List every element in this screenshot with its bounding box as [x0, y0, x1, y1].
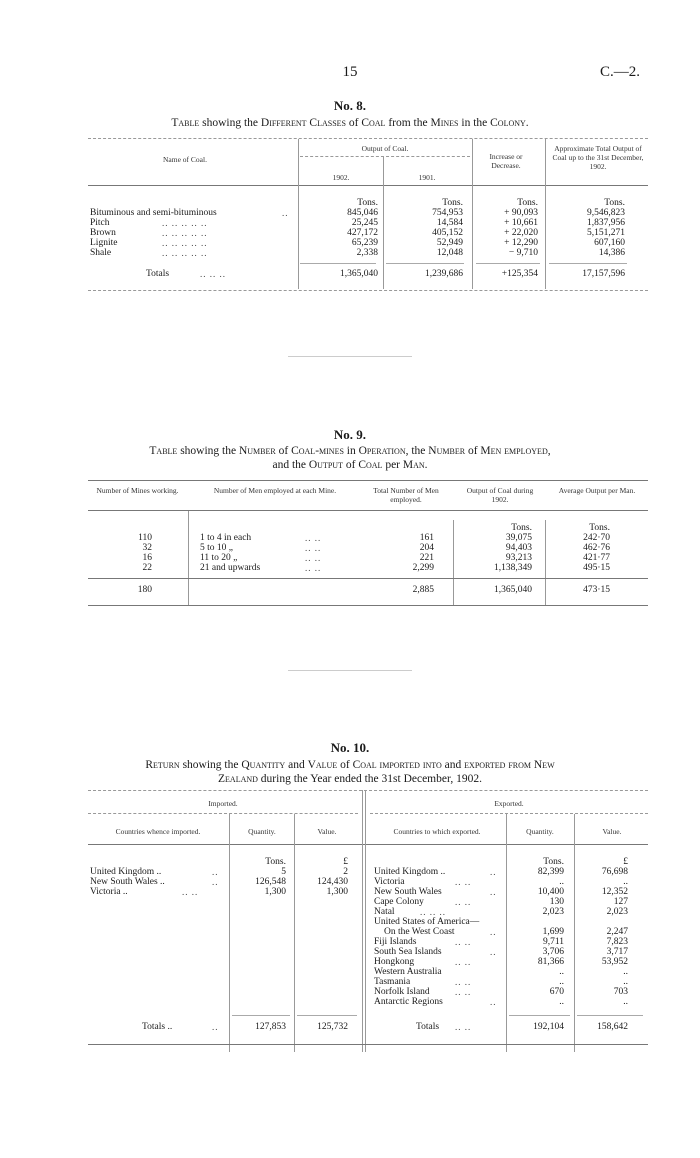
table10-imp-val: 124,430 — [317, 877, 348, 887]
table10-exp-val: 3,717 — [606, 947, 628, 957]
table10-imp-qty: 1,300 — [264, 887, 286, 897]
table10-imp-total-val: 125,732 — [317, 1022, 348, 1032]
table9-cell-output: 93,213 — [505, 553, 532, 563]
table10-exp-val: 127 — [613, 897, 628, 907]
table10-imp-qty: 126,548 — [255, 877, 286, 887]
leader-dots: .. .. — [305, 563, 322, 573]
table10-exp-country: United Kingdom .. — [374, 867, 446, 877]
table8-cell-1902: 65,239 — [351, 238, 378, 248]
table10-top-rule — [88, 790, 648, 791]
table10-exp-qty: 81,366 — [537, 957, 564, 967]
table9-title-part: , the — [405, 445, 429, 457]
leader-dots: .. .. .. .. .. — [162, 248, 208, 258]
table8-title-part: of — [345, 117, 362, 129]
table9-title-part: in — [343, 445, 359, 457]
leader-dots: .. — [490, 927, 497, 937]
table9-cell-output: 1,138,349 — [494, 563, 532, 573]
table10-col-rule — [365, 790, 366, 1052]
table8-title — [40, 116, 660, 130]
table10-exp-val: 703 — [613, 987, 628, 997]
leader-dots: .. .. — [455, 977, 472, 987]
table8-total-change: +125,354 — [501, 269, 538, 279]
table9-title-part: showing the — [177, 445, 239, 457]
leader-dots: .. .. .. — [420, 907, 446, 917]
table10-imp-qty: 5 — [281, 867, 286, 877]
table9-title-part: Output — [308, 459, 343, 471]
table10-imp-val: 1,300 — [326, 887, 348, 897]
table10-exp-unit-val: £ — [623, 857, 628, 867]
table9-unit: Tons. — [589, 523, 610, 533]
table9-title-line — [40, 458, 660, 472]
leader-dots: .. — [490, 947, 497, 957]
table8-title-part: Colony — [490, 117, 526, 129]
table10-exp-country: Norfolk Island — [374, 987, 430, 997]
table10-title-part: showing the — [179, 759, 242, 771]
table10-col-rule — [506, 814, 507, 1052]
leader-dots: .. .. — [455, 897, 472, 907]
table10-exp-val: 76,698 — [601, 867, 628, 877]
table10-head-rule — [88, 844, 648, 845]
table10-imp-country: New South Wales .. — [90, 877, 165, 887]
table10-imp-col-country: Countries whence imported. — [115, 827, 201, 836]
table8-title-part: from the — [385, 117, 431, 129]
table8-cell-name: Pitch — [90, 218, 110, 228]
table8-head-1901: 1901. — [418, 173, 436, 182]
table9-cell-range: 21 and upwards — [200, 563, 261, 573]
table10-title-part: and — [441, 759, 465, 771]
table9-cell-mines: 110 — [138, 533, 152, 543]
table9-cell-men: 2,299 — [412, 563, 434, 573]
table9-cell-range: 1 to 4 in each — [200, 533, 252, 543]
leader-dots: .. — [212, 877, 219, 887]
table10-exp-country: Fiji Islands — [374, 937, 417, 947]
leader-dots: .. .. — [455, 937, 472, 947]
table9-total-men: 2,885 — [412, 585, 434, 595]
table9-col-rule — [453, 520, 454, 605]
table10-title-line — [40, 772, 660, 786]
table10-exp-qty: 130 — [549, 897, 564, 907]
table8-head-output: Output of Coal. — [361, 144, 409, 153]
leader-dots: .. .. — [455, 1022, 472, 1032]
table9-total-mines: 180 — [137, 585, 152, 595]
leader-dots: .. — [490, 997, 497, 1007]
table10-col-rule — [229, 814, 230, 1052]
table8-title-part: Mines — [430, 117, 459, 129]
table8-head-change: Increase or Decrease. — [489, 152, 523, 170]
table10-imported-heading: Imported. — [208, 799, 238, 808]
table10-exp-col-country: Countries to which exported. — [393, 827, 481, 836]
table10-exp-val: .. — [623, 967, 628, 977]
sum-rule — [509, 1015, 570, 1016]
table9-title-part: Number — [428, 445, 466, 457]
table9-cell-mines: 32 — [142, 543, 152, 553]
table10-title-part: Value — [307, 759, 338, 771]
table10-exp-country: New South Wales — [374, 887, 442, 897]
sum-rule — [577, 1015, 643, 1016]
table9-title — [40, 444, 660, 472]
table10-exp-total-val: 158,642 — [597, 1022, 628, 1032]
table8-cell-name: Bituminous and semi-bituminous — [90, 208, 217, 218]
table10-col-rule — [294, 814, 295, 1052]
page-number: 15 — [342, 64, 358, 80]
table8-head-1902: 1902. — [332, 173, 350, 182]
table10-exp-country: Antarctic Regions — [374, 997, 443, 1007]
table9-title-part: Coal — [358, 459, 383, 471]
table10-title-part: Return — [145, 759, 180, 771]
table10-imp-val: 2 — [343, 867, 348, 877]
leader-dots: .. .. .. .. .. — [162, 238, 208, 248]
table10-exp-country: Hongkong — [374, 957, 415, 967]
table9-head-output: Output of Coal during 1902. — [466, 486, 534, 504]
table9-bottom-rule — [88, 605, 648, 606]
table10-exp-country: United States of America— — [374, 917, 480, 927]
table10-number: No. 10. — [330, 740, 370, 755]
table8-totals-label: Totals — [146, 269, 170, 279]
table8-cell-1901: 12,048 — [436, 248, 463, 258]
section-divider — [288, 670, 412, 671]
table8-cell-1902: 2,338 — [356, 248, 378, 258]
table9-title-part: . — [424, 459, 428, 471]
table9-head-mines: Number of Mines working. — [96, 486, 179, 495]
table9-col-rule — [188, 511, 189, 605]
table8-title-part: . — [525, 117, 529, 129]
table9-title-part: Operation — [358, 445, 406, 457]
table8-title-part: Coal — [361, 117, 386, 129]
table10-imp-unit-qty: Tons. — [265, 857, 286, 867]
table10-exp-val: 2,023 — [606, 907, 628, 917]
leader-dots: .. .. — [455, 877, 472, 887]
table9-cell-men: 161 — [419, 533, 434, 543]
table8-cell-total: 1,837,956 — [587, 218, 625, 228]
table8-cell-change: + 10,661 — [504, 218, 538, 228]
table8-cell-total: 9,546,823 — [587, 208, 625, 218]
document-reference: C.—2. — [600, 64, 641, 80]
table8-cell-change: − 9,710 — [508, 248, 538, 258]
table9-cell-mines: 16 — [142, 553, 152, 563]
table10-imp-total-qty: 127,853 — [255, 1022, 286, 1032]
leader-dots: .. .. .. — [200, 269, 226, 279]
leader-dots: .. .. — [182, 887, 199, 897]
table10-exp-col-val: Value. — [602, 827, 622, 836]
leader-dots: .. .. — [455, 957, 472, 967]
table10-col-rule — [574, 814, 575, 1052]
table8-cell-change: + 22,020 — [504, 228, 538, 238]
table10-exp-qty: 9,711 — [542, 937, 564, 947]
section-divider — [288, 356, 412, 357]
table8-title-part: Different Classes — [260, 117, 346, 129]
sum-rule — [232, 1015, 290, 1016]
table8-cell-1901: 754,953 — [432, 208, 463, 218]
table10-exp-col-qty: Quantity. — [526, 827, 554, 836]
table8-head-total: Approximate Total Output of Coal up to the 31st December, 1902. — [552, 144, 644, 171]
table8-cell-total: 14,386 — [598, 248, 625, 258]
table9-top-rule — [88, 480, 648, 481]
table10-imported-rule — [88, 813, 358, 814]
table9-cell-avg: 462·76 — [583, 543, 610, 553]
table8-head-name: Name of Coal. — [163, 155, 207, 164]
table9-cell-avg: 242·70 — [583, 533, 610, 543]
table9-total-avg: 473·15 — [583, 585, 610, 595]
table8-col-rule — [383, 157, 384, 289]
table9-title-part: Men employed — [480, 445, 548, 457]
table8-number: No. 8. — [333, 98, 367, 113]
table8-cell-name: Shale — [90, 248, 112, 258]
table8-cell-1901: 52,949 — [436, 238, 463, 248]
table10-exp-qty: .. — [559, 977, 564, 987]
table8-cell-1902: 427,172 — [347, 228, 378, 238]
table9-head-rule — [88, 510, 648, 511]
table10-exp-val: .. — [623, 877, 628, 887]
table10-title-part: and — [285, 759, 308, 771]
table9-unit: Tons. — [511, 523, 532, 533]
table10-imp-country: United Kingdom .. — [90, 867, 162, 877]
table8-cell-name: Lignite — [90, 238, 118, 248]
table10-title-part: during the Year ended the 31st December, 1902. — [257, 773, 482, 785]
table10-title-part: Zealand — [218, 773, 258, 785]
table8-head-rule — [88, 185, 648, 186]
table8-cell-change: + 90,093 — [504, 208, 538, 218]
table9-title-part: , — [547, 445, 551, 457]
sum-rule — [297, 1015, 357, 1016]
table10-exported-rule — [370, 813, 648, 814]
table9-cell-men: 204 — [419, 543, 434, 553]
table8-col-rule — [545, 139, 546, 289]
table10-title-line — [40, 758, 660, 772]
table10-imp-total-label: Totals .. — [142, 1022, 173, 1032]
table8-cell-change: + 12,290 — [504, 238, 538, 248]
leader-dots: .. .. — [455, 987, 472, 997]
table9-title-part: Coal-mines — [291, 445, 344, 457]
table9-head-men-each: Number of Men employed at each Mine. — [213, 486, 337, 495]
table10-exp-country: Western Australia — [374, 967, 442, 977]
table10-exp-val: 2,247 — [606, 927, 628, 937]
table9-title-part: of — [342, 459, 359, 471]
leader-dots: .. — [490, 887, 497, 897]
table10-exp-val: 7,823 — [606, 937, 628, 947]
table8-cell-1901: 14,584 — [436, 218, 463, 228]
table8-unit: Tons. — [442, 198, 463, 208]
table8-unit: Tons. — [357, 198, 378, 208]
table10-title-part: exported from New — [464, 759, 555, 771]
sum-rule — [300, 263, 376, 264]
table8-cell-total: 5,151,271 — [587, 228, 625, 238]
table9-title-line — [40, 444, 660, 458]
table8-total-1902: 1,365,040 — [340, 269, 378, 279]
table10-exp-qty: .. — [559, 967, 564, 977]
table9-cell-men: 221 — [419, 553, 434, 563]
table10-exp-country: Natal — [374, 907, 395, 917]
table9-cell-output: 94,403 — [505, 543, 532, 553]
table10-exp-qty: 82,399 — [537, 867, 564, 877]
table9-cell-avg: 421·77 — [583, 553, 610, 563]
table10-exp-val: .. — [623, 977, 628, 987]
leader-dots: .. — [282, 208, 289, 218]
table10-exp-country: Victoria — [374, 877, 405, 887]
table10-title — [40, 758, 660, 786]
leader-dots: .. — [212, 1022, 219, 1032]
table10-exp-qty: 3,706 — [542, 947, 564, 957]
table8-title-part: in the — [458, 117, 491, 129]
leader-dots: .. .. — [305, 533, 322, 543]
table9-title-part: Number — [238, 445, 276, 457]
table8-cell-1902: 845,046 — [347, 208, 378, 218]
table9-cell-mines: 22 — [142, 563, 152, 573]
table10-exp-val: .. — [623, 997, 628, 1007]
table10-exp-qty: 1,699 — [542, 927, 564, 937]
leader-dots: .. .. .. .. .. — [162, 228, 208, 238]
table9-head-total-men: Total Number of Men employed. — [373, 486, 439, 504]
table8-cell-name: Brown — [90, 228, 116, 238]
table10-bottom-rule — [88, 1044, 648, 1045]
table8-total-total: 17,157,596 — [582, 269, 625, 279]
leader-dots: .. .. — [305, 553, 322, 563]
table8-col-rule — [472, 139, 473, 289]
table9-title-part: and the — [272, 459, 309, 471]
sum-rule — [549, 263, 627, 264]
table10-exp-total-qty: 192,104 — [533, 1022, 564, 1032]
sum-rule — [386, 263, 464, 264]
table10-imp-col-qty: Quantity. — [248, 827, 276, 836]
table9-title-part: of — [465, 445, 481, 457]
table9-title-part: per — [382, 459, 403, 471]
leader-dots: .. — [212, 867, 219, 877]
table9-cell-range: 11 to 20 „ — [200, 553, 238, 563]
table10-exp-qty: 2,023 — [542, 907, 564, 917]
table8-cell-1902: 25,245 — [351, 218, 378, 228]
table8-unit: Tons. — [604, 198, 625, 208]
leader-dots: .. .. .. .. .. — [162, 218, 208, 228]
table9-title-part: Table — [149, 445, 178, 457]
table8-bottom-rule — [88, 290, 648, 291]
table8-col-rule — [298, 139, 299, 289]
table10-title-part: of — [337, 759, 353, 771]
table9-title-part: of — [275, 445, 292, 457]
table10-imp-unit-val: £ — [343, 857, 348, 867]
table9-title-part: Man — [402, 459, 425, 471]
table9-cell-output: 39,075 — [505, 533, 532, 543]
leader-dots: .. — [490, 867, 497, 877]
table9-head-avg: Average Output per Man. — [558, 486, 636, 495]
table10-col-rule — [362, 790, 363, 1052]
table10-exp-total-label: Totals — [416, 1022, 440, 1032]
table10-exp-country: South Sea Islands — [374, 947, 442, 957]
table8-cell-1901: 405,152 — [432, 228, 463, 238]
sum-rule — [476, 263, 540, 264]
table8-unit: Tons. — [517, 198, 538, 208]
table9-number: No. 9. — [333, 427, 367, 442]
table10-exp-val: 53,952 — [601, 957, 628, 967]
table10-exported-heading: Exported. — [494, 799, 524, 808]
table10-exp-unit-qty: Tons. — [543, 857, 564, 867]
table10-exp-qty: .. — [559, 877, 564, 887]
table10-exp-qty: 670 — [549, 987, 564, 997]
table9-sum-rule — [88, 578, 648, 579]
table8-top-rule — [88, 138, 648, 139]
table10-exp-country: On the West Coast — [384, 927, 455, 937]
table10-exp-val: 12,352 — [601, 887, 628, 897]
table9-cell-range: 5 to 10 „ — [200, 543, 233, 553]
table9-total-output: 1,365,040 — [494, 585, 532, 595]
table10-exp-qty: 10,400 — [537, 887, 564, 897]
table10-imp-col-val: Value. — [317, 827, 337, 836]
table8-total-1901: 1,239,686 — [425, 269, 463, 279]
table10-imp-country: Victoria .. — [90, 887, 128, 897]
table8-title-part: showing the — [199, 117, 261, 129]
table10-title-part: Coal imported into — [352, 759, 442, 771]
table8-title-part: Table — [171, 117, 200, 129]
table10-exp-qty: .. — [559, 997, 564, 1007]
table8-cell-total: 607,160 — [594, 238, 625, 248]
table9-cell-avg: 495·15 — [583, 563, 610, 573]
table10-title-part: Quantity — [241, 759, 286, 771]
table10-exp-country: Cape Colony — [374, 897, 424, 907]
leader-dots: .. .. — [305, 543, 322, 553]
table8-output-rule — [300, 156, 470, 157]
table10-exp-country: Tasmania — [374, 977, 411, 987]
